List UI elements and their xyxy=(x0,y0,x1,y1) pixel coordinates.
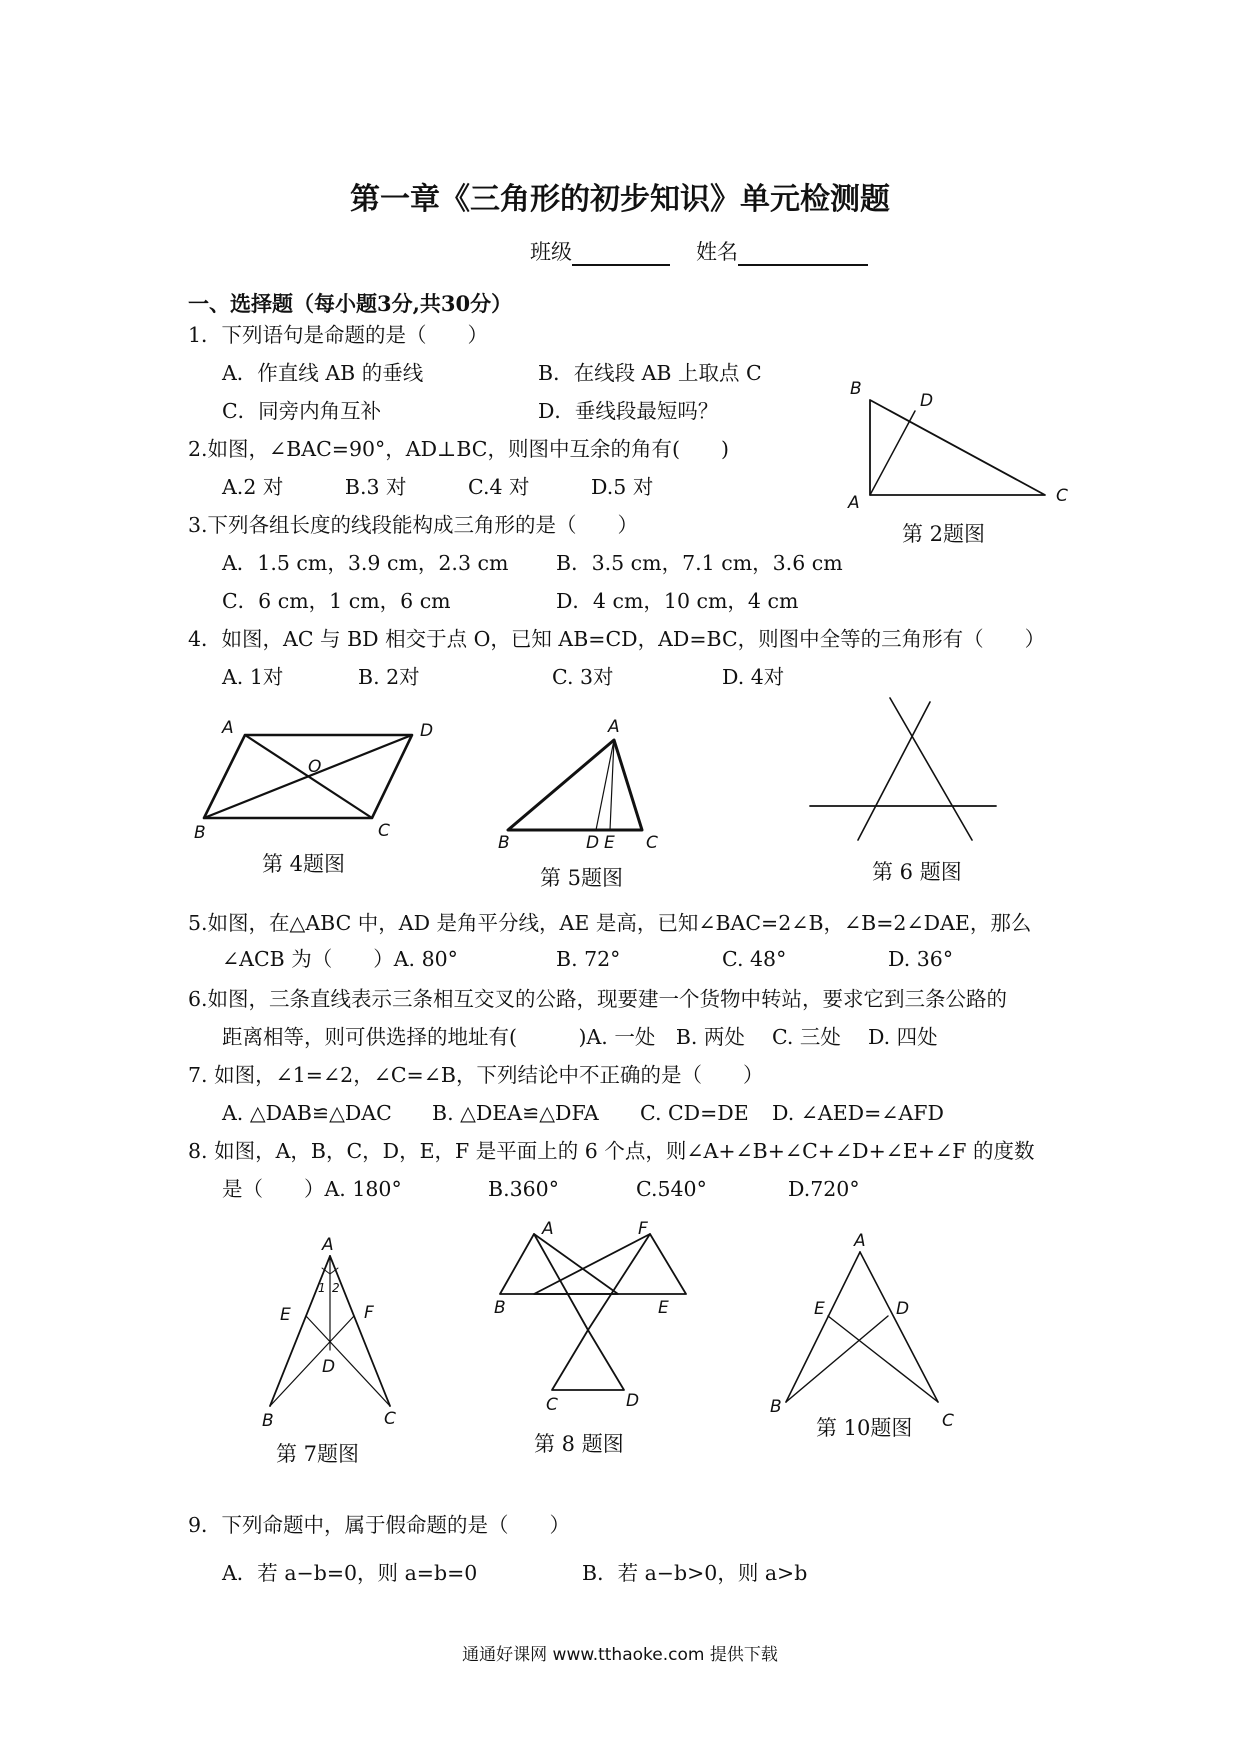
fig6-road-2 xyxy=(890,698,972,840)
fig7-side-ac xyxy=(330,1256,390,1406)
class-blank[interactable] xyxy=(572,244,670,266)
q7-option-b: B. △DEA≌△DFA xyxy=(432,1101,599,1125)
fig10-label-e: E xyxy=(814,1299,825,1319)
fig7-caption: 第 7题图 xyxy=(276,1442,360,1466)
fig8-label-e: E xyxy=(658,1298,669,1318)
fig4-label-d: D xyxy=(420,721,434,741)
q3-option-b: B．3.5 cm，7.1 cm，3.6 cm xyxy=(556,551,843,575)
fig7-segment-fb xyxy=(270,1316,354,1406)
figure-5 xyxy=(496,718,676,853)
q8-option-b: B.360° xyxy=(488,1177,559,1201)
fig2-label-a: A xyxy=(848,493,860,513)
fig10-label-b: B xyxy=(770,1397,782,1417)
figure-10 xyxy=(756,1230,976,1430)
figure-8 xyxy=(490,1219,700,1415)
fig5-altitude-ae xyxy=(610,740,614,830)
q5-option-c: C. 48° xyxy=(722,947,787,971)
fig7-label-f: F xyxy=(364,1303,374,1323)
footer-source: 通通好课网 www.tthaoke.com 提供下载 xyxy=(462,1645,778,1665)
q8-option-d: D.720° xyxy=(788,1177,860,1201)
q1-stem: 1．下列语句是命题的是（ ） xyxy=(188,323,489,347)
q3-stem: 3.下列各组长度的线段能构成三角形的是（ ） xyxy=(188,513,639,537)
q6-line1: 6.如图，三条直线表示三条相互交叉的公路，现要建一个货物中转站，要求它到三条公路的 xyxy=(188,987,1008,1011)
q1-option-b: B．在线段 AB 上取点 C xyxy=(538,361,762,385)
fig4-label-a: A xyxy=(222,718,234,738)
class-label: 班级 xyxy=(530,240,572,264)
fig6-caption: 第 6 题图 xyxy=(872,860,962,884)
fig8-caption: 第 8 题图 xyxy=(534,1432,624,1456)
q3-option-a: A．1.5 cm，3.9 cm，2.3 cm xyxy=(222,551,509,575)
fig10-caption: 第 10题图 xyxy=(816,1416,913,1440)
fig10-label-d: D xyxy=(896,1299,910,1319)
q5-option-d: D. 36° xyxy=(888,947,954,971)
fig2-label-c: C xyxy=(1056,486,1068,506)
q7-stem: 7. 如图，∠1=∠2，∠C=∠B，下列结论中不正确的是（ ） xyxy=(188,1063,764,1087)
q7-option-d: D. ∠AED=∠AFD xyxy=(772,1101,944,1125)
q3-option-d: D．4 cm，10 cm，4 cm xyxy=(556,589,799,613)
q4-option-a: A. 1对 xyxy=(222,665,284,689)
q8-option-c: C.540° xyxy=(636,1177,707,1201)
q1-option-c: C．同旁内角互补 xyxy=(222,399,382,423)
q1-option-d: D．垂线段最短吗？ xyxy=(538,399,719,423)
fig10-label-c: C xyxy=(942,1411,954,1431)
fig5-label-d: D xyxy=(586,833,600,853)
fig8-label-b: B xyxy=(494,1298,506,1318)
figure-6 xyxy=(800,690,1020,850)
figure-2 xyxy=(840,380,1080,530)
section-heading: 一、选择题（每小题3分,共30分） xyxy=(188,291,513,316)
fig7-side-ab xyxy=(270,1256,330,1406)
fig4-caption: 第 4题图 xyxy=(262,852,346,876)
fig7-segment-ec xyxy=(306,1316,390,1406)
fig4-label-b: B xyxy=(194,823,206,843)
name-label: 姓名 xyxy=(696,240,738,264)
q4-option-b: B. 2对 xyxy=(358,665,420,689)
fig5-label-b: B xyxy=(498,833,510,853)
fig6-road-3 xyxy=(858,702,930,840)
fig2-caption: 第 2题图 xyxy=(902,522,986,546)
q4-stem: 4．如图，AC 与 BD 相交于点 O，已知 AB=CD，AD=BC，则图中全等的三角形有（ ） xyxy=(188,627,1046,651)
q3-option-c: C．6 cm，1 cm，6 cm xyxy=(222,589,451,613)
q4-option-d: D. 4对 xyxy=(722,665,785,689)
fig5-label-a: A xyxy=(608,717,620,737)
page-title: 第一章《三角形的初步知识》单元检测题 xyxy=(350,182,890,217)
q5-option-b: B. 72° xyxy=(556,947,621,971)
q9-option-b: B．若 a−b>0，则 a>b xyxy=(582,1561,808,1585)
q9-option-a: A．若 a−b=0，则 a=b=0 xyxy=(222,1561,478,1585)
fig10-segment-db xyxy=(786,1316,888,1402)
q4-option-c: C. 3对 xyxy=(552,665,614,689)
q8-line1: 8. 如图，A，B，C，D，E，F 是平面上的 6 个点，则∠A+∠B+∠C+∠D+∠E+∠F 的度数 xyxy=(188,1139,1035,1163)
fig5-label-c: C xyxy=(646,833,658,853)
name-blank[interactable] xyxy=(738,244,868,266)
fig8-line-ad xyxy=(534,1234,588,1330)
fig10-side-ac xyxy=(860,1252,938,1402)
fig7-label-1: 1 xyxy=(318,1281,326,1295)
fig10-segment-ec xyxy=(828,1316,938,1402)
q6-line2: 距离相等，则可供选择的地址有( )A. 一处 B. 两处 C. 三处 D. 四处 xyxy=(222,1025,938,1049)
fig8-label-d: D xyxy=(626,1391,640,1411)
fig2-label-d: D xyxy=(920,391,934,411)
fig7-label-c: C xyxy=(384,1409,396,1429)
fig8-triangle-cd xyxy=(552,1330,624,1390)
fig4-label-c: C xyxy=(378,821,390,841)
fig7-label-e: E xyxy=(280,1305,291,1325)
fig7-label-a: A xyxy=(322,1235,334,1255)
class-field[interactable] xyxy=(530,236,670,266)
fig5-label-e: E xyxy=(604,833,615,853)
q9-stem: 9．下列命题中，属于假命题的是（ ） xyxy=(188,1513,571,1537)
fig2-label-b: B xyxy=(850,379,862,399)
fig10-side-ab xyxy=(786,1252,860,1402)
fig8-label-a: A xyxy=(542,1219,554,1239)
q1-option-a: A．作直线 AB 的垂线 xyxy=(222,361,424,385)
fig7-label-d: D xyxy=(322,1357,336,1377)
q7-option-a: A. △DAB≌△DAC xyxy=(222,1101,392,1125)
fig8-triangle-abe xyxy=(500,1234,618,1294)
q8-line2: 是（ ）A. 180° xyxy=(222,1177,402,1201)
fig5-triangle xyxy=(508,740,642,830)
fig8-label-f: F xyxy=(638,1219,648,1239)
figure-7 xyxy=(250,1228,420,1431)
fig8-line-fc xyxy=(588,1234,650,1330)
fig5-caption: 第 5题图 xyxy=(540,866,624,890)
q5-line1: 5.如图，在△ABC 中，AD 是角平分线，AE 是高，已知∠BAC=2∠B，∠B=2∠DAE，那么 xyxy=(188,911,1032,935)
figure-4 xyxy=(190,720,450,850)
fig4-label-o: O xyxy=(308,757,322,777)
name-field[interactable] xyxy=(696,236,868,266)
fig8-label-c: C xyxy=(546,1395,558,1415)
q5-line2: ∠ACB 为（ ）A. 80° xyxy=(222,947,458,971)
fig10-label-a: A xyxy=(854,1231,866,1251)
q7-option-c: C. CD=DE xyxy=(640,1101,749,1125)
q2-options: A.2 对 B.3 对 C.4 对 D.5 对 xyxy=(222,475,654,499)
fig2-altitude xyxy=(870,411,915,495)
fig7-label-2: 2 xyxy=(332,1281,340,1295)
q2-stem: 2.如图，∠BAC=90°，AD⊥BC，则图中互余的角有( ) xyxy=(188,437,729,461)
fig8-triangle-fbe xyxy=(534,1234,686,1294)
fig7-label-b: B xyxy=(262,1411,274,1431)
